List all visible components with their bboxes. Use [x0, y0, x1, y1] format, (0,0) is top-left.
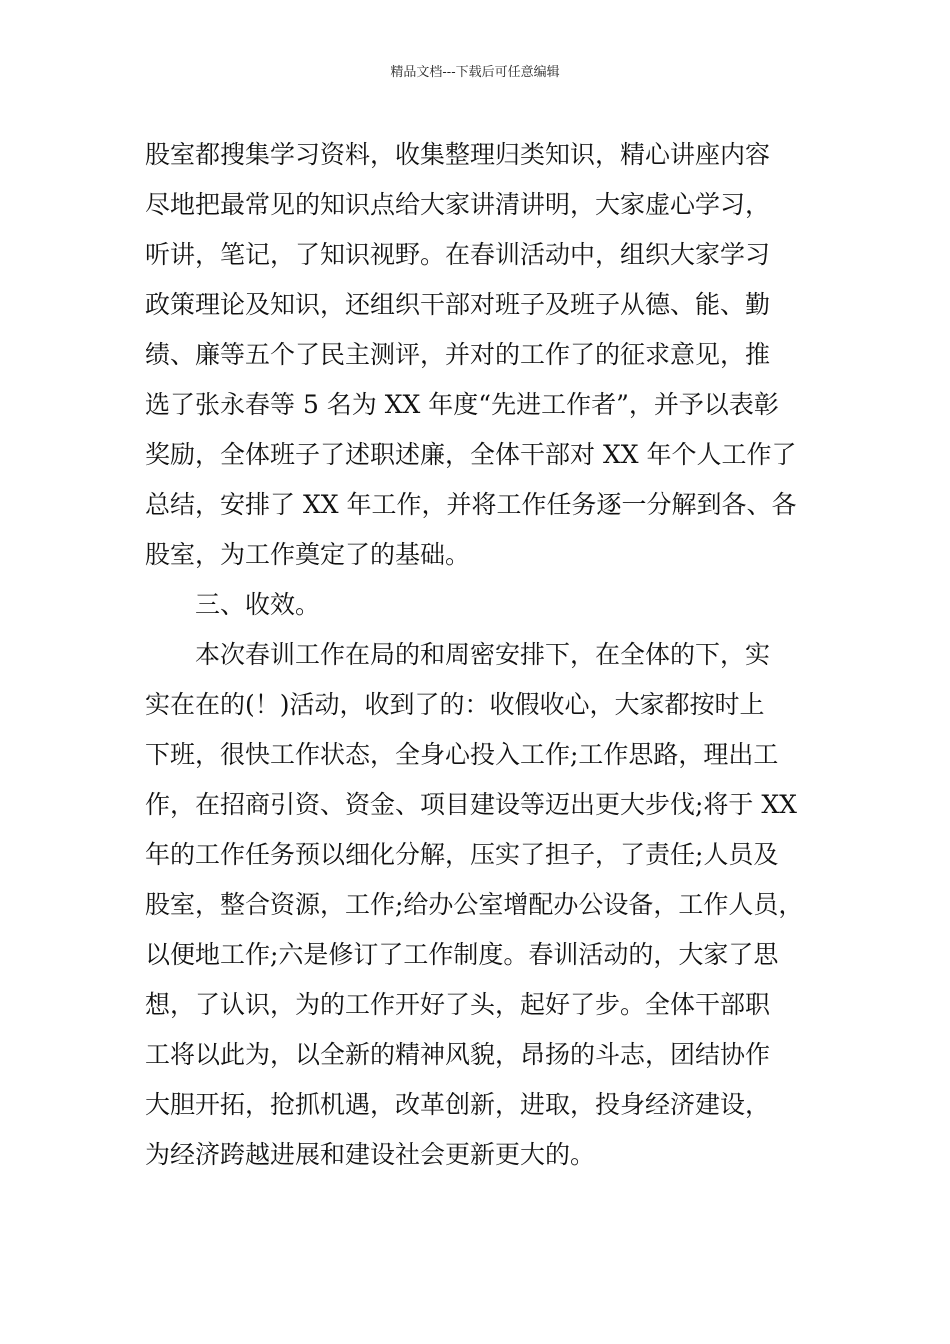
text-line: 尽地把最常见的知识点给大家讲清讲明，大家虚心学习，	[145, 190, 771, 219]
page-header: 精品文档---下载后可任意编辑	[390, 65, 560, 80]
text-line: 下班，很快工作状态，全身心投入工作;工作思路，理出工	[145, 740, 779, 769]
text-line: 选了张永春等 5 名为 XX 年度“先进工作者”，并予以表彰	[145, 390, 779, 419]
text-line: 绩、廉等五个了民主测评，并对的工作了的征求意见，推	[145, 340, 771, 369]
text-line: 听讲，笔记，了知识视野。在春训活动中，组织大家学习	[145, 240, 771, 269]
text-line: 总结，安排了 XX 年工作，并将工作任务逐一分解到各、各	[145, 490, 797, 519]
text-line: 奖励，全体班子了述职述廉，全体干部对 XX 年个人工作了	[145, 440, 797, 469]
text-line: 作，在招商引资、资金、项目建设等迈出更大步伐;将于 XX	[145, 790, 797, 819]
text-line: 为经济跨越进展和建设社会更新更大的。	[145, 1140, 596, 1169]
document-body	[145, 130, 845, 1180]
text-line: 年的工作任务预以细化分解，压实了担子，了责任;人员及	[145, 840, 779, 869]
text-line: 股室，为工作奠定了的基础。	[145, 540, 471, 569]
text-line: 政策理论及知识，还组织干部对班子及班子从德、能、勤	[145, 290, 771, 319]
text-line: 工将以此为，以全新的精神风貌，昂扬的斗志，团结协作	[145, 1040, 771, 1069]
text-line: 股室，整合资源，工作;给办公室增配办公设备，工作人员，	[145, 890, 804, 919]
text-line: 股室都搜集学习资料，收集整理归类知识，精心讲座内容	[145, 140, 771, 169]
section-heading: 三、收效。	[195, 590, 321, 619]
text-line: 大胆开拓，抢抓机遇，改革创新，进取，投身经济建设，	[145, 1090, 771, 1119]
text-line: 实在在的(！)活动，收到了的：收假收心，大家都按时上	[145, 690, 765, 719]
paragraph-first-line: 本次春训工作在局的和周密安排下，在全体的下，实	[195, 640, 771, 669]
text-line: 想，了认识，为的工作开好了头，起好了步。全体干部职	[145, 990, 771, 1019]
text-line: 以便地工作;六是修订了工作制度。春训活动的，大家了思	[145, 940, 779, 969]
